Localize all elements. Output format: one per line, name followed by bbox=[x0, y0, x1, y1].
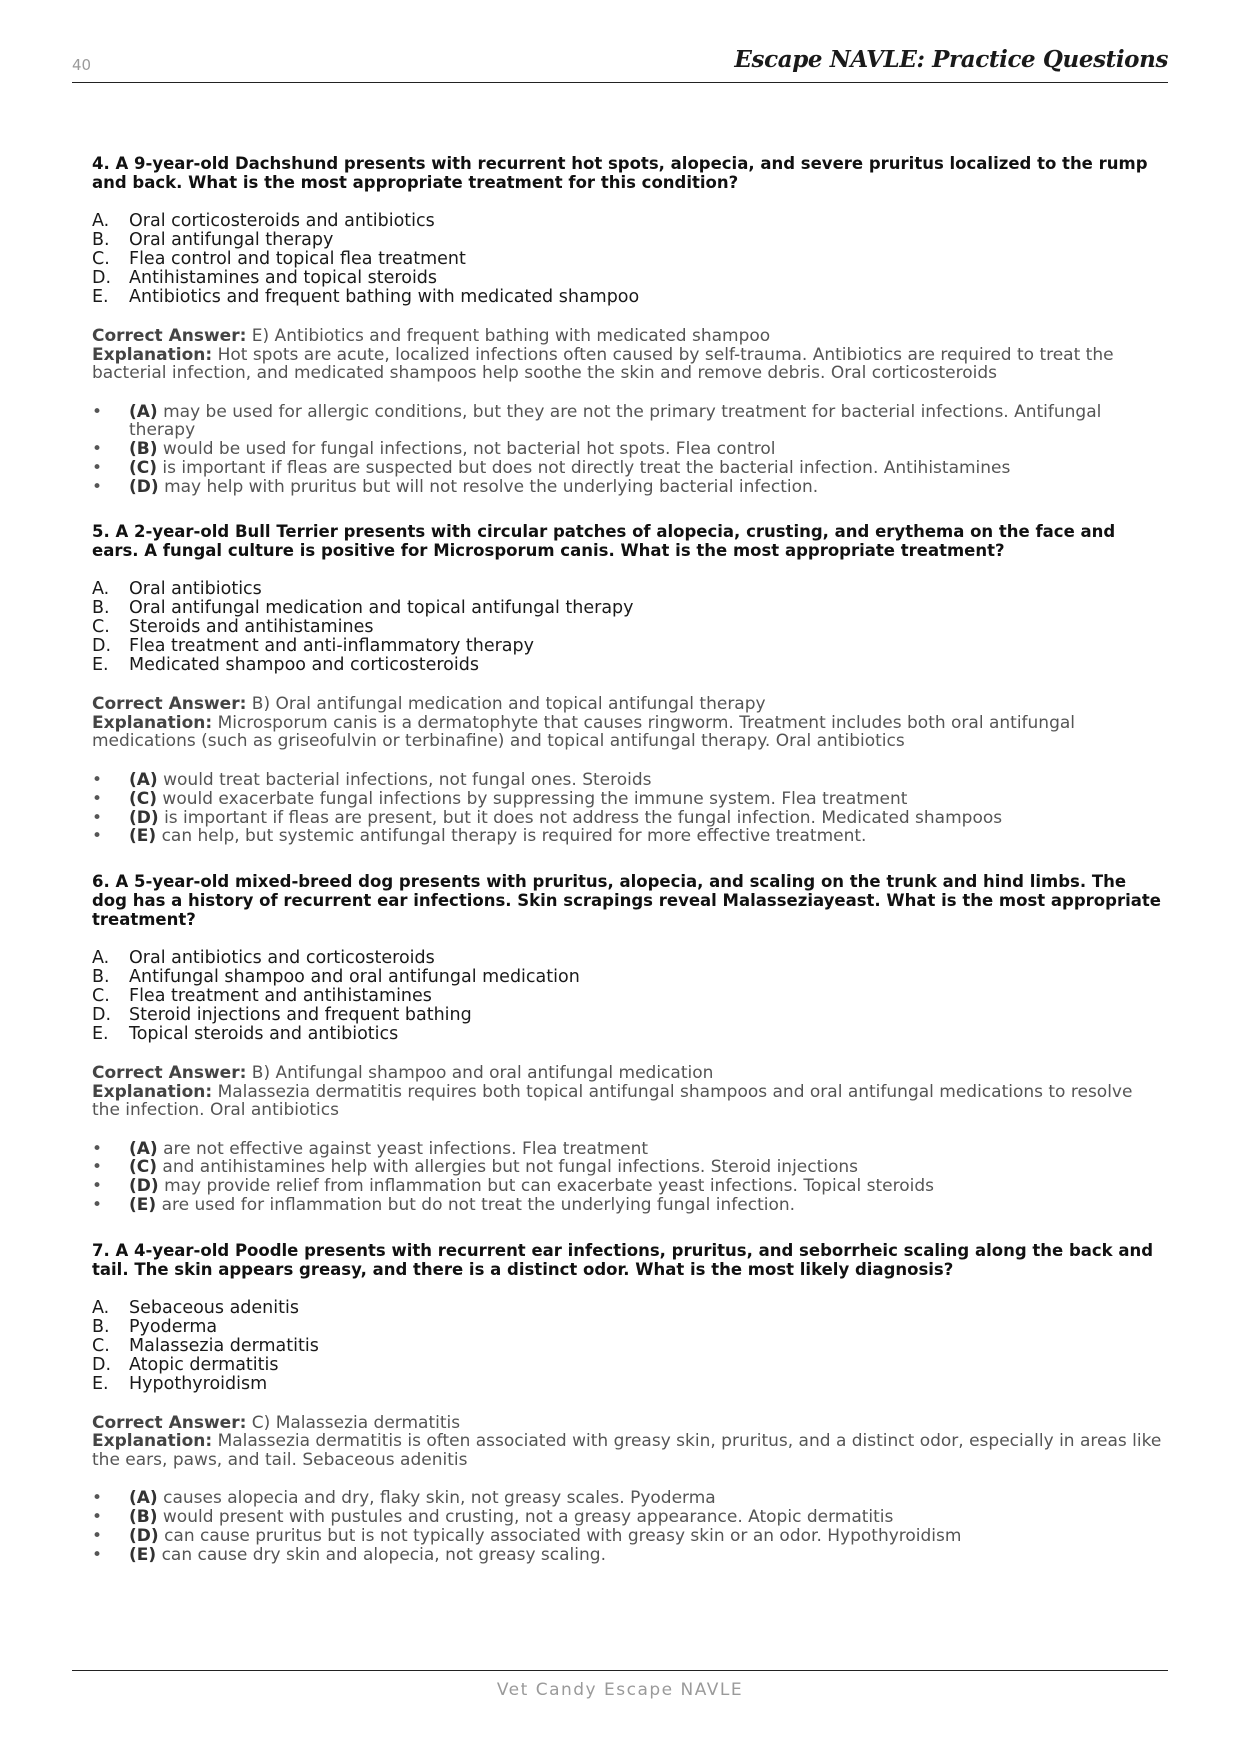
distractor-text: can cause pruritus but is not typically associated with greasy skin or an odor. Hypothyroidism bbox=[164, 1525, 962, 1546]
option-letter: E. bbox=[92, 655, 109, 676]
bullet-icon: • bbox=[92, 769, 103, 790]
distractor-key: (D) bbox=[129, 1525, 159, 1546]
option-text: Antifungal shampoo and oral antifungal medication bbox=[129, 967, 580, 988]
option-item bbox=[92, 1025, 1164, 1044]
page-header bbox=[72, 42, 1168, 83]
option-item bbox=[92, 1006, 1164, 1025]
option-text: Oral antifungal medication and topical antifungal therapy bbox=[129, 598, 634, 619]
option-item bbox=[92, 1356, 1164, 1375]
options-list bbox=[92, 949, 1164, 1044]
distractor-key: (D) bbox=[129, 1176, 159, 1197]
distractor-item bbox=[92, 1508, 1164, 1527]
option-item bbox=[92, 637, 1164, 656]
explanation-text: Microsporum canis is a dermatophyte that causes ringworm. Treatment includes both oral antifungal medications (such as griseofulvin or terbinafine) and topical antifungal therapy. Oral antibiotics bbox=[92, 712, 1076, 752]
distractor-key: (B) bbox=[129, 1507, 158, 1528]
option-text: Oral antibiotics and corticosteroids bbox=[129, 948, 435, 969]
distractor-text: can cause dry skin and alopecia, not greasy scaling. bbox=[161, 1544, 606, 1565]
answer-label: Correct Answer: bbox=[92, 326, 247, 346]
option-item bbox=[92, 987, 1164, 1006]
question-block bbox=[92, 522, 1164, 846]
question-text: 4. A 9-year-old Dachshund presents with recurrent hot spots, alopecia, and severe pruritus localized to the rump and back. What is the most appropriate treatment for this condition? bbox=[92, 154, 1148, 192]
distractor-item bbox=[92, 1177, 1164, 1196]
option-letter: A. bbox=[92, 211, 110, 231]
distractor-list bbox=[92, 1140, 1164, 1215]
distractor-text: would exacerbate fungal infections by suppressing the immune system. Flea treatment bbox=[162, 788, 908, 809]
correct-answer bbox=[92, 695, 1164, 714]
option-item bbox=[92, 269, 1164, 288]
option-item bbox=[92, 288, 1164, 307]
distractor-key: (E) bbox=[129, 1195, 157, 1216]
option-text: Flea control and topical flea treatment bbox=[129, 249, 466, 269]
bullet-icon: • bbox=[92, 1138, 103, 1159]
option-item bbox=[92, 656, 1164, 675]
footer-text: Vet Candy Escape NAVLE bbox=[496, 1680, 744, 1700]
distractor-item bbox=[92, 1196, 1164, 1215]
bullet-icon: • bbox=[92, 1195, 103, 1216]
option-letter: B. bbox=[92, 967, 110, 988]
explanation-text: Malassezia dermatitis requires both topical antifungal shampoos and oral antifungal medications to resolve the infection. Oral antibiotics bbox=[92, 1081, 1133, 1121]
bullet-icon: • bbox=[92, 1157, 103, 1178]
distractor-list bbox=[92, 771, 1164, 846]
distractor-list bbox=[92, 1489, 1164, 1564]
option-letter: D. bbox=[92, 636, 112, 657]
distractor-item bbox=[92, 440, 1164, 459]
answer-text: B) Antifungal shampoo and oral antifungal medication bbox=[251, 1063, 714, 1084]
distractor-item bbox=[92, 1140, 1164, 1159]
option-text: Sebaceous adenitis bbox=[129, 1297, 299, 1318]
option-item bbox=[92, 212, 1164, 231]
option-item bbox=[92, 1299, 1164, 1318]
option-letter: D. bbox=[92, 1354, 112, 1375]
distractor-key: (A) bbox=[129, 1138, 158, 1159]
option-letter: E. bbox=[92, 1024, 109, 1045]
explanation-text: Malassezia dermatitis is often associated with greasy skin, pruritus, and a distinct odor, especially in areas like the ears, paws, and tail. Sebaceous adenitis bbox=[92, 1431, 1162, 1470]
option-letter: D. bbox=[92, 1005, 112, 1026]
distractor-item bbox=[92, 827, 1164, 846]
distractor-text: are not effective against yeast infections. Flea treatment bbox=[163, 1138, 649, 1159]
answer-label: Correct Answer: bbox=[92, 694, 247, 715]
distractor-item bbox=[92, 790, 1164, 809]
option-item bbox=[92, 580, 1164, 599]
answer-text: B) Oral antifungal medication and topical antifungal therapy bbox=[251, 694, 766, 715]
distractor-key: (A) bbox=[129, 401, 158, 422]
distractor-text: is important if fleas are present, but it does not address the fungal infection. Medicated shampoos bbox=[164, 807, 1003, 828]
bullet-icon: • bbox=[92, 457, 103, 478]
page-number: 40 bbox=[72, 56, 92, 74]
bullet-icon: • bbox=[92, 826, 103, 847]
distractor-text: causes alopecia and dry, flaky skin, not greasy scales. Pyoderma bbox=[163, 1488, 716, 1509]
footer-divider bbox=[72, 1670, 1168, 1671]
correct-answer bbox=[92, 327, 1164, 346]
explanation bbox=[92, 1432, 1164, 1469]
option-letter: E. bbox=[92, 1373, 109, 1394]
option-letter: A. bbox=[92, 948, 110, 969]
distractor-key: (C) bbox=[129, 457, 158, 478]
bullet-icon: • bbox=[92, 1488, 103, 1509]
option-item bbox=[92, 949, 1164, 968]
distractor-text: would be used for fungal infections, not bacterial hot spots. Flea control bbox=[162, 439, 776, 460]
distractor-item bbox=[92, 1527, 1164, 1546]
distractor-item bbox=[92, 403, 1164, 441]
option-letter: C. bbox=[92, 617, 110, 638]
option-letter: C. bbox=[92, 986, 110, 1007]
distractor-item bbox=[92, 1546, 1164, 1565]
option-item bbox=[92, 1375, 1164, 1394]
question-text: 6. A 5-year-old mixed-breed dog presents with pruritus, alopecia, and scaling on the trunk and hind limbs. The dog has a history of recurrent ear infections. Skin scrapings reveal Malasseziayeast. What is the most appropriate treatment? bbox=[92, 872, 1161, 930]
question-text: 7. A 4-year-old Poodle presents with recurrent ear infections, pruritus, and seborrheic scaling along the back and tail. The skin appears greasy, and there is a distinct odor. What is the most likely diagnosis? bbox=[92, 1240, 1154, 1279]
option-letter: C. bbox=[92, 1335, 110, 1356]
option-text: Malassezia dermatitis bbox=[129, 1335, 319, 1356]
explanation-text: Hot spots are acute, localized infections often caused by self-trauma. Antibiotics are required to treat the bacterial infection, and medicated shampoos help soothe the skin and remove debris. Oral corticosteroids bbox=[92, 344, 1114, 383]
answer-label: Correct Answer: bbox=[92, 1412, 247, 1433]
option-item bbox=[92, 968, 1164, 987]
distractor-key: (C) bbox=[129, 1157, 158, 1178]
option-text: Topical steroids and antibiotics bbox=[129, 1024, 399, 1045]
option-letter: A. bbox=[92, 579, 110, 600]
bullet-icon: • bbox=[92, 807, 103, 828]
distractor-item bbox=[92, 1158, 1164, 1177]
option-text: Medicated shampoo and corticosteroids bbox=[129, 655, 479, 676]
distractor-text: can help, but systemic antifungal therapy is required for more effective treatment. bbox=[161, 826, 867, 847]
bullet-icon: • bbox=[92, 788, 103, 809]
distractor-text: may be used for allergic conditions, but they are not the primary treatment for bacterial infections. Antifungal therapy bbox=[129, 401, 1102, 441]
option-text: Oral corticosteroids and antibiotics bbox=[129, 211, 435, 231]
option-item bbox=[92, 618, 1164, 637]
option-text: Oral antibiotics bbox=[129, 579, 262, 600]
option-text: Pyoderma bbox=[129, 1316, 218, 1337]
explanation bbox=[92, 714, 1164, 751]
document-title: Escape NAVLE: Practice Questions bbox=[734, 46, 1168, 73]
explanation-label: Explanation: bbox=[92, 712, 213, 733]
distractor-text: would treat bacterial infections, not fungal ones. Steroids bbox=[163, 769, 652, 790]
distractor-item bbox=[92, 771, 1164, 790]
option-letter: D. bbox=[92, 268, 112, 288]
option-text: Atopic dermatitis bbox=[129, 1354, 279, 1375]
bullet-icon: • bbox=[92, 1507, 103, 1528]
distractor-text: would present with pustules and crusting, not a greasy appearance. Atopic dermatitis bbox=[162, 1507, 894, 1528]
bullet-icon: • bbox=[92, 1544, 103, 1565]
option-text: Steroid injections and frequent bathing bbox=[129, 1005, 472, 1026]
question-block bbox=[92, 1241, 1164, 1565]
options-list bbox=[92, 212, 1164, 307]
bullet-icon: • bbox=[92, 476, 103, 497]
question-block bbox=[92, 154, 1164, 496]
distractor-item bbox=[92, 809, 1164, 828]
option-letter: C. bbox=[92, 249, 110, 269]
distractor-key: (E) bbox=[129, 1544, 157, 1565]
question-text: 5. A 2-year-old Bull Terrier presents with circular patches of alopecia, crusting, and erythema on the face and ears. A fungal culture is positive for Microsporum canis. What is the most appropriate treatment? bbox=[92, 522, 1116, 561]
option-text: Flea treatment and anti-inflammatory therapy bbox=[129, 636, 534, 657]
correct-answer bbox=[92, 1414, 1164, 1433]
option-item bbox=[92, 599, 1164, 618]
option-letter: E. bbox=[92, 287, 109, 307]
question-block bbox=[92, 872, 1164, 1215]
answer-text: C) Malassezia dermatitis bbox=[251, 1412, 461, 1433]
option-text: Antibiotics and frequent bathing with medicated shampoo bbox=[129, 287, 640, 307]
distractor-item bbox=[92, 1489, 1164, 1508]
distractor-item bbox=[92, 478, 1164, 497]
option-letter: B. bbox=[92, 598, 110, 619]
explanation bbox=[92, 1083, 1164, 1120]
bullet-icon: • bbox=[92, 439, 103, 460]
option-letter: A. bbox=[92, 1297, 110, 1318]
distractor-key: (E) bbox=[129, 826, 157, 847]
option-item bbox=[92, 1337, 1164, 1356]
option-letter: B. bbox=[92, 1316, 110, 1337]
correct-answer bbox=[92, 1064, 1164, 1083]
explanation-label: Explanation: bbox=[92, 344, 213, 365]
option-text: Steroids and antihistamines bbox=[129, 617, 374, 638]
explanation bbox=[92, 346, 1164, 383]
distractor-list bbox=[92, 403, 1164, 497]
distractor-key: (C) bbox=[129, 788, 158, 809]
option-text: Hypothyroidism bbox=[129, 1373, 268, 1394]
explanation-label: Explanation: bbox=[92, 1431, 213, 1452]
distractor-text: and antihistamines help with allergies but not fungal infections. Steroid injections bbox=[162, 1157, 859, 1178]
option-item bbox=[92, 1318, 1164, 1337]
distractor-item bbox=[92, 459, 1164, 478]
distractor-key: (D) bbox=[129, 807, 159, 828]
questions-container bbox=[92, 154, 1164, 1591]
option-letter: B. bbox=[92, 230, 110, 250]
option-text: Oral antifungal therapy bbox=[129, 230, 334, 250]
explanation-label: Explanation: bbox=[92, 1081, 213, 1102]
distractor-key: (A) bbox=[129, 1488, 158, 1509]
answer-label: Correct Answer: bbox=[92, 1063, 247, 1084]
distractor-key: (B) bbox=[129, 439, 158, 460]
bullet-icon: • bbox=[92, 1176, 103, 1197]
distractor-text: is important if fleas are suspected but does not directly treat the bacterial infection. Antihistamines bbox=[162, 457, 1011, 478]
options-list bbox=[92, 580, 1164, 675]
option-text: Flea treatment and antihistamines bbox=[129, 986, 432, 1007]
option-text: Antihistamines and topical steroids bbox=[129, 268, 438, 288]
distractor-key: (D) bbox=[129, 476, 159, 497]
options-list bbox=[92, 1299, 1164, 1394]
bullet-icon: • bbox=[92, 401, 103, 422]
distractor-text: may provide relief from inflammation but can exacerbate yeast infections. Topical steroids bbox=[164, 1176, 935, 1197]
option-item bbox=[92, 250, 1164, 269]
distractor-text: may help with pruritus but will not resolve the underlying bacterial infection. bbox=[164, 476, 819, 497]
distractor-text: are used for inflammation but do not treat the underlying fungal infection. bbox=[161, 1195, 796, 1216]
distractor-key: (A) bbox=[129, 769, 158, 790]
answer-text: E) Antibiotics and frequent bathing with medicated shampoo bbox=[251, 326, 771, 346]
bullet-icon: • bbox=[92, 1525, 103, 1546]
option-item bbox=[92, 231, 1164, 250]
